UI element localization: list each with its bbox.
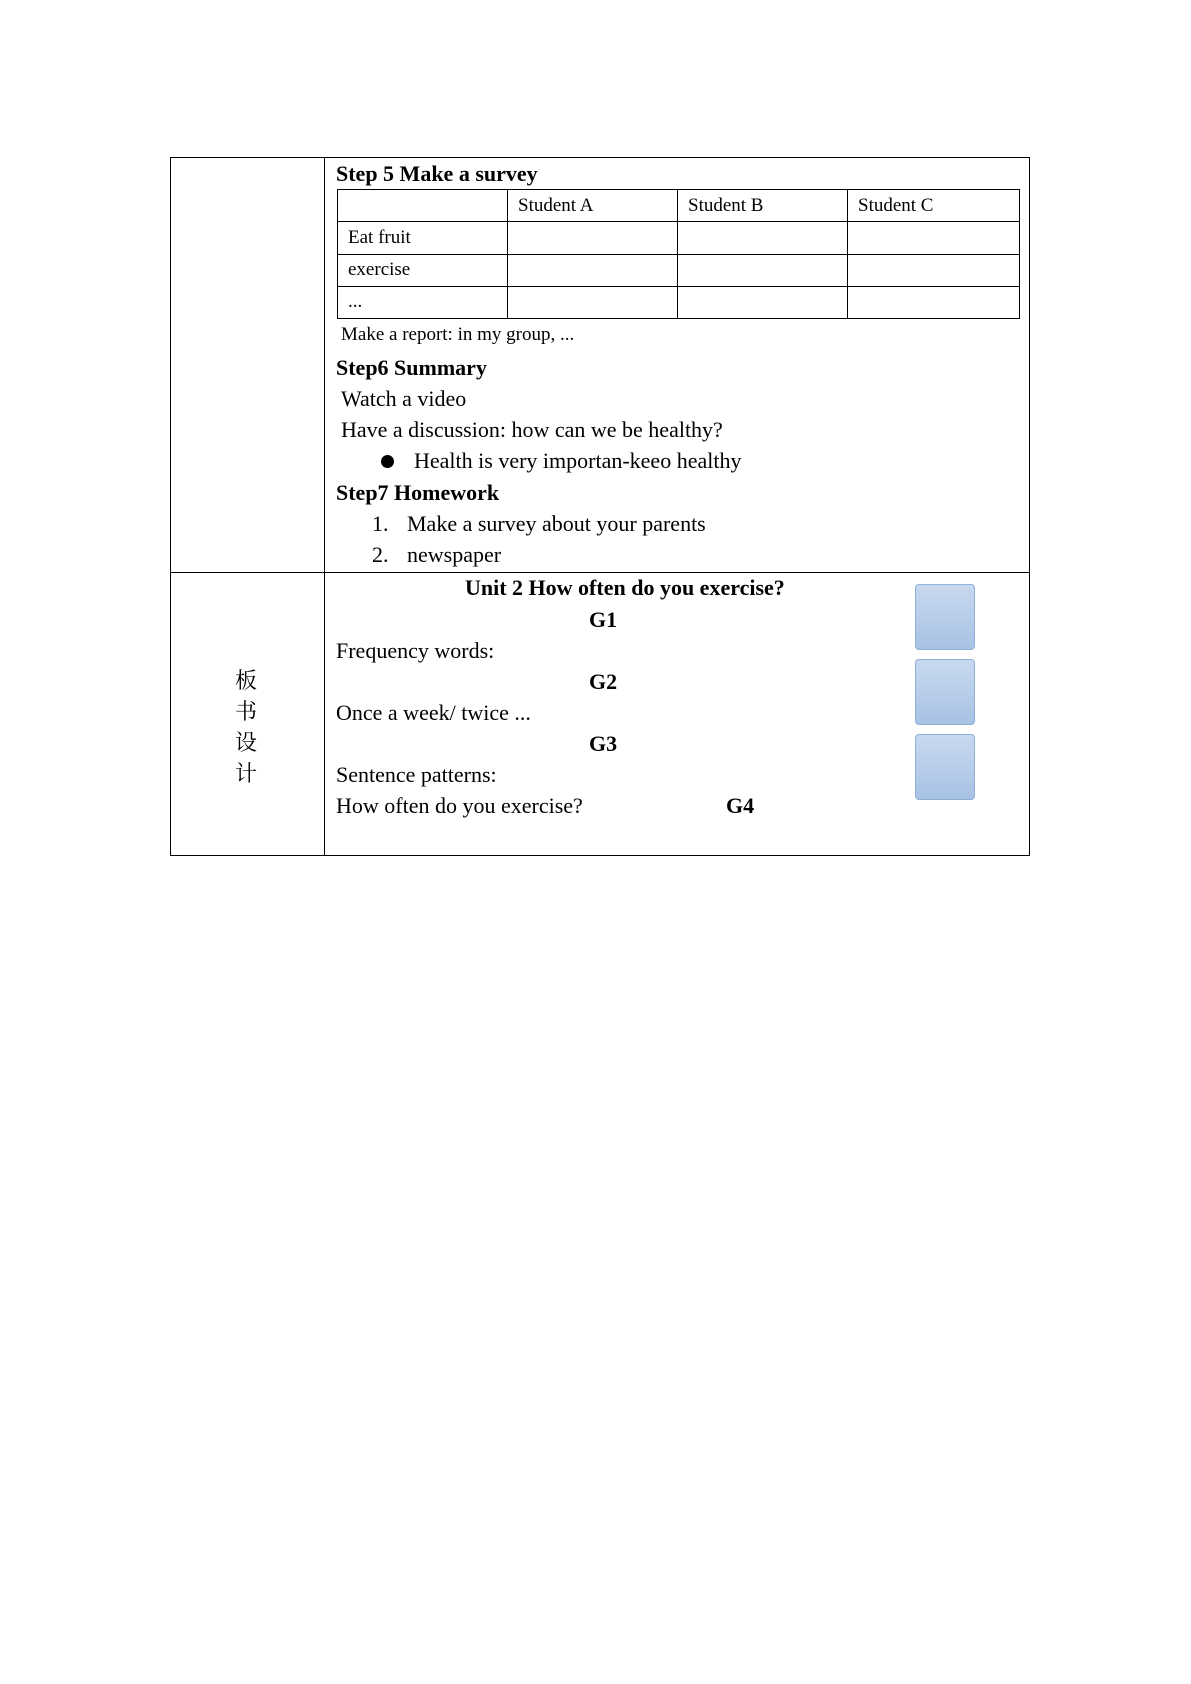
step6-line: Have a discussion: how can we be healthy? [341,417,723,442]
group-label-g2: G2 [589,669,618,694]
survey-cell [848,286,1020,318]
sentence-patterns: Sentence patterns: [336,762,497,787]
lesson-table [170,157,1030,856]
homework-number: 1. [372,511,389,536]
survey-row [338,222,1020,254]
homework-item: Make a survey about your parents [407,511,706,536]
blue-square-shape [915,584,975,650]
label-char: 设 [234,731,257,756]
survey-cell [848,254,1020,286]
survey-row [338,286,1020,318]
homework-item: newspaper [407,542,502,567]
step6-heading: Step6 Summary [336,355,487,380]
survey-cell [508,286,678,318]
label-char: 书 [234,700,257,725]
survey-header-row [338,190,1020,222]
blue-square-shape [915,734,975,800]
blue-square-shape [915,659,975,725]
survey-header-cell: Student A [508,190,678,222]
frequency-words: Frequency words: [336,638,495,663]
step6-line: Watch a video [341,386,467,411]
survey-cell [678,254,848,286]
label-char: 板 [234,669,257,694]
survey-cell: exercise [338,254,508,286]
step7-heading: Step7 Homework [336,480,500,505]
group-label-g1: G1 [589,607,618,632]
survey-header-cell [338,190,508,222]
bullet-dot-icon [381,455,394,468]
board-title: Unit 2 How often do you exercise? [465,575,785,600]
survey-cell: ... [338,286,508,318]
report-line: Make a report: in my group, ... [341,324,575,345]
survey-header-cell: Student C [848,190,1020,222]
survey-cell [678,222,848,254]
survey-cell [508,254,678,286]
survey-header-cell: Student B [678,190,848,222]
label-char: 计 [234,762,257,787]
survey-table [337,189,1020,319]
survey-cell [508,222,678,254]
once-a-week: Once a week/ twice ... [336,700,531,725]
row-divider [171,572,1029,573]
survey-cell [848,222,1020,254]
board-design-label [233,666,259,790]
survey-cell: Eat fruit [338,222,508,254]
group-label-g3: G3 [589,731,618,756]
column-divider [324,158,325,855]
homework-number: 2. [372,542,389,567]
survey-cell [678,286,848,318]
question-line: How often do you exercise? [336,793,583,818]
survey-row [338,254,1020,286]
step5-heading: Step 5 Make a survey [336,161,538,186]
group-label-g4: G4 [726,793,755,818]
step6-bullet-text: Health is very importan-keeo healthy [414,448,742,473]
